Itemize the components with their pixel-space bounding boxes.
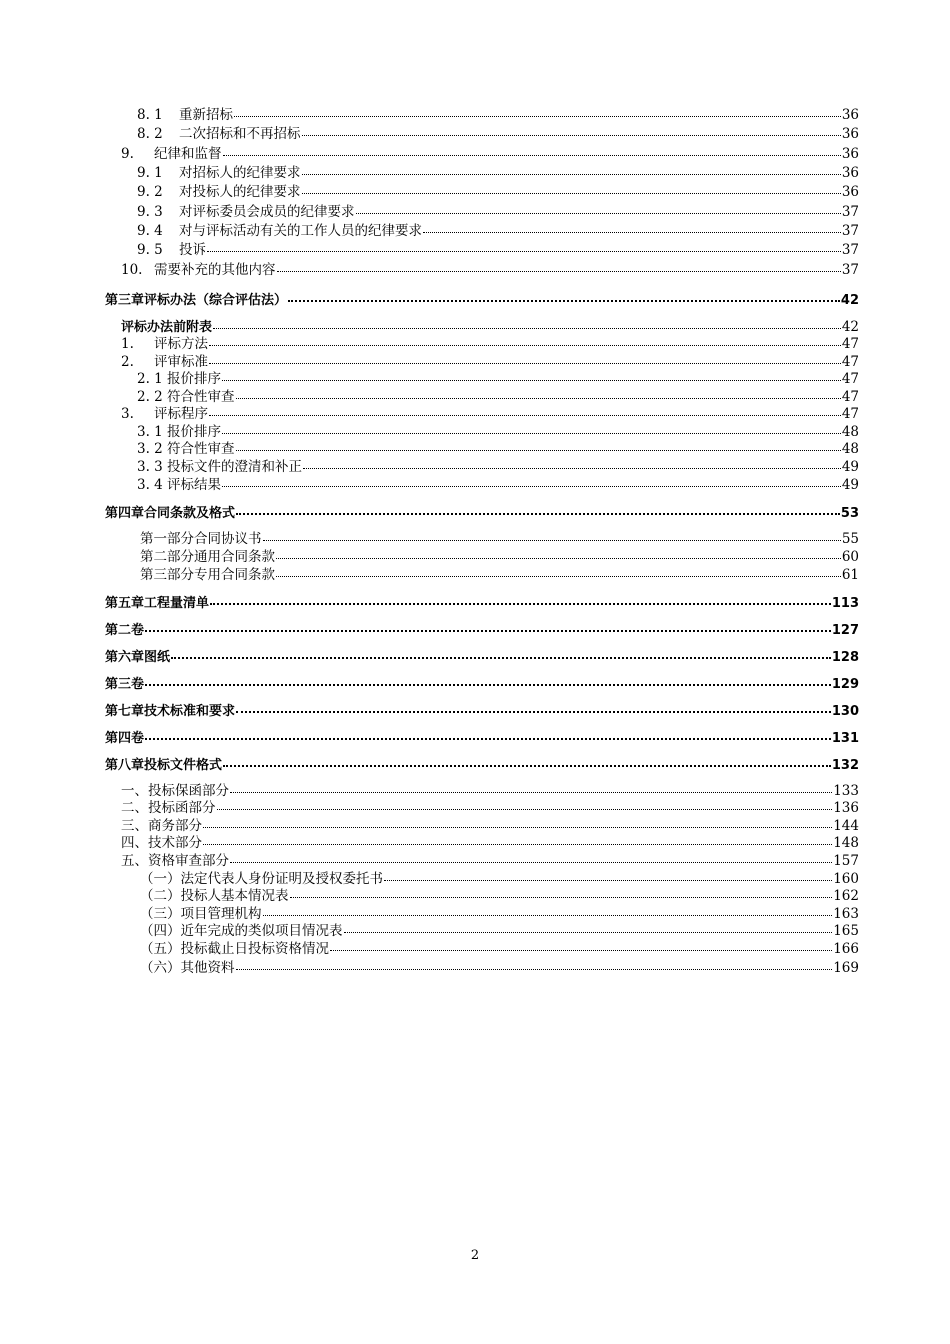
toc-entry[interactable]: 评标办法前附表 42 bbox=[121, 318, 859, 336]
toc-entry[interactable]: 9. 2 对投标人的纪律要求 36 bbox=[137, 183, 859, 201]
toc-entry[interactable]: 四、技术部分 148 bbox=[121, 834, 859, 852]
toc-entry[interactable]: 三、商务部分 144 bbox=[121, 817, 859, 835]
toc-entry[interactable]: 2. 2 符合性审查 47 bbox=[137, 388, 859, 406]
toc-entry[interactable]: 9. 5 投诉 37 bbox=[137, 241, 859, 259]
toc-volume[interactable]: 第二卷 127 bbox=[105, 620, 859, 639]
toc-entry[interactable]: 3. 2 符合性审查 48 bbox=[137, 440, 859, 458]
toc-entry[interactable]: （四）近年完成的类似项目情况表 165 bbox=[140, 922, 859, 940]
toc-entry[interactable]: 五、资格审查部分 157 bbox=[121, 852, 859, 870]
toc-volume[interactable]: 第四卷 131 bbox=[105, 728, 859, 747]
toc-entry[interactable]: （五）投标截止日投标资格情况 166 bbox=[140, 940, 859, 958]
toc-entry[interactable]: 10. 需要补充的其他内容 37 bbox=[121, 261, 859, 279]
toc-chapter[interactable]: 第七章技术标准和要求 130 bbox=[105, 701, 859, 720]
toc-chapter[interactable]: 第三章评标办法（综合评估法） 42 bbox=[105, 290, 859, 309]
toc-entry[interactable]: 3. 1 报价排序 48 bbox=[137, 423, 859, 441]
toc-entry[interactable]: （三）项目管理机构 163 bbox=[140, 905, 859, 923]
toc-entry[interactable]: 9. 1 对招标人的纪律要求 36 bbox=[137, 164, 859, 182]
toc-volume[interactable]: 第三卷 129 bbox=[105, 674, 859, 693]
toc-chapter[interactable]: 第五章工程量清单 113 bbox=[105, 593, 859, 612]
toc-entry[interactable]: 3. 4 评标结果 49 bbox=[137, 476, 859, 494]
toc-entry[interactable]: 第三部分专用合同条款 61 bbox=[140, 566, 859, 584]
toc-entry[interactable]: 3. 评标程序 47 bbox=[121, 405, 859, 423]
toc-entry[interactable]: 8. 2 二次招标和不再招标 36 bbox=[137, 125, 859, 143]
page-number: 2 bbox=[470, 1248, 480, 1263]
toc-entry[interactable]: 9. 纪律和监督 36 bbox=[121, 145, 859, 163]
toc-chapter[interactable]: 第八章投标文件格式 132 bbox=[105, 755, 859, 774]
toc-entry[interactable]: 9. 4 对与评标活动有关的工作人员的纪律要求 37 bbox=[137, 222, 859, 240]
toc-entry[interactable]: （六）其他资料 169 bbox=[140, 959, 859, 977]
toc-chapter[interactable]: 第六章图纸 128 bbox=[105, 647, 859, 666]
toc-entry[interactable]: （二）投标人基本情况表 162 bbox=[140, 887, 859, 905]
toc-entry[interactable]: 1. 评标方法 47 bbox=[121, 335, 859, 353]
toc-entry[interactable]: 9. 3 对评标委员会成员的纪律要求 37 bbox=[137, 203, 859, 221]
toc-entry[interactable]: （一）法定代表人身份证明及授权委托书 160 bbox=[140, 870, 859, 888]
toc-entry[interactable]: 二、投标函部分 136 bbox=[121, 799, 859, 817]
toc-entry[interactable]: 第一部分合同协议书 55 bbox=[140, 530, 859, 548]
toc-entry[interactable]: 第二部分通用合同条款 60 bbox=[140, 548, 859, 566]
toc-entry[interactable]: 2. 1 报价排序 47 bbox=[137, 370, 859, 388]
toc-chapter[interactable]: 第四章合同条款及格式 53 bbox=[105, 503, 859, 522]
toc-entry[interactable]: 3. 3 投标文件的澄清和补正 49 bbox=[137, 458, 859, 476]
toc-entry[interactable]: 一、投标保函部分 133 bbox=[121, 782, 859, 800]
toc-entry[interactable]: 8. 1 重新招标 36 bbox=[137, 106, 859, 124]
toc-entry[interactable]: 2. 评审标准 47 bbox=[121, 353, 859, 371]
